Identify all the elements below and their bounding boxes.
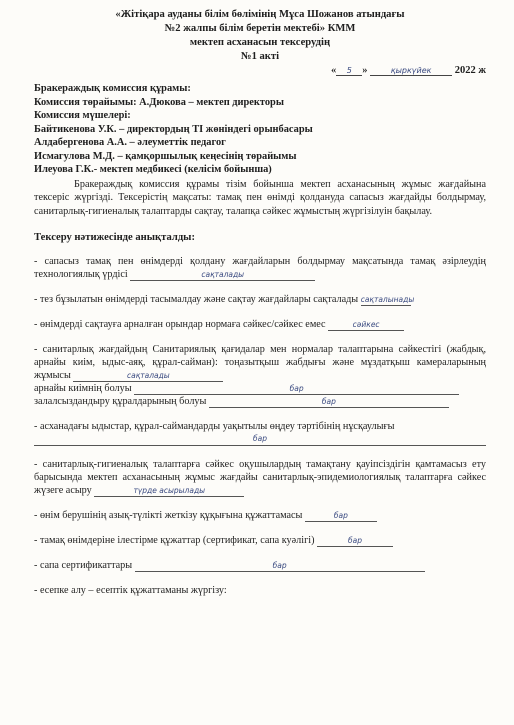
result-item-3 (34, 318, 486, 331)
result-item-5 (34, 420, 486, 446)
handwritten-answer: сақталады (73, 371, 223, 382)
result-item-text: - тез бұзылатын өнімдерді тасымалдау және сақтау жағдайлары сақталады (34, 294, 359, 305)
commission-members-title: Комиссия мүшелері: (34, 110, 131, 121)
commission-chair: Комиссия төрайымы: А.Дюкова – мектеп директоры (34, 96, 284, 108)
result-item-9 (34, 559, 486, 572)
result-item-6 (34, 458, 486, 497)
commission-member: Исмагулова М.Д. – қамқоршылық кеңесінің төрайымы (34, 150, 297, 162)
result-item-1 (34, 255, 486, 281)
handwritten-answer: сақталынады (360, 295, 415, 304)
result-item-4-sub-1 (34, 382, 486, 395)
result-item-text: - есепке алу – есептік құжаттаманы жүргізу: (34, 585, 227, 596)
handwritten-answer: бар (135, 561, 425, 572)
date-year: 2022 ж (454, 65, 486, 76)
results-title: Тексеру нәтижесінде анықталды: (34, 232, 195, 243)
date-open-quote: « (331, 65, 337, 76)
handwritten-answer: сәйкес (328, 320, 404, 331)
handwritten-answer: бар (34, 433, 486, 446)
result-item-text: - санитарлық жағдайдың Санитариялық қағидалар мен нормалар талаптарына сәйкестігі (жабдық, арнайы киім, ыдыс-аяқ, құрал-сайман): тоңазытқыш жабдығы және мұздатқыш камераларының жұмысы (34, 344, 486, 381)
result-item-text: - сапа сертификаттары (34, 560, 133, 571)
header-line-1: «Жітіқара ауданы білім бөлімінің Мұса Шожанов атындағы (115, 9, 405, 20)
result-item-7 (34, 509, 486, 522)
handwritten-answer: түрде асырылады (94, 486, 244, 497)
act-number: №1 акті (240, 51, 280, 62)
commission-block (34, 82, 486, 218)
result-item-text: - сапасыз тамақ пен өнімдерді қолдану жағдайларын болдырмау мақсатында тамақ әзірлеудің технологиялық үрдісі (34, 256, 486, 280)
commission-member: Алдабергенова А.А. – әлеуметтік педагог (34, 137, 226, 148)
result-item-text: - тамақ өнімдеріне ілестірме құжаттар (сертификат, сапа куәлігі) (34, 535, 315, 546)
date-day: 5 (336, 66, 362, 76)
result-item-10 (34, 584, 486, 597)
result-item-text: - санитарлық-гигиеналық талаптарға сәйкес оқушылардың тамақтану қауіпсіздігін қамтамасыз ету барысында мектеп асханасының жұмыс жағдайы санитарлық-эпидемиологиялық талаптарға сәйкес жүзеге асыру (34, 459, 486, 496)
result-item-text: - асханадағы ыдыстар, құрал-саймандарды уақытылы өңдеу тәртібінің нұсқаулығы (34, 421, 395, 432)
handwritten-answer: бар (134, 384, 459, 395)
inspection-paragraph: Бракераждық комиссия құрамы тізім бойынша мектеп асханасының жұмыс жағдайына тексеріс жүргізді. Тексерістің мақсаты: тамақ пен өнімді қолдануда сапасыз жағдайды болдырмау, санитарлық-гигиеналық талаптарды сақтау, талапқа сәйкес жұмыстың жүргізілуін бақылау. (34, 178, 486, 217)
act-date (34, 65, 486, 76)
result-item-4-sub-2 (34, 395, 486, 408)
header-line-3: мектеп асханасын тексерудің (189, 37, 331, 48)
handwritten-answer: бар (305, 511, 377, 522)
result-item-4 (34, 343, 486, 382)
commission-member: Илеуова Г.К.- мектеп медбикесі (келісім бойынша) (34, 164, 272, 175)
document-header (34, 8, 486, 64)
result-item-2 (34, 293, 486, 306)
commission-title: Бракераждық комиссия құрамы: (34, 83, 191, 94)
handwritten-answer: сақталады (130, 270, 315, 281)
result-item-text: залалсыздандыру құралдарының болуы (34, 396, 207, 407)
result-item-8 (34, 534, 486, 547)
handwritten-answer: бар (209, 397, 449, 408)
date-close-quote: » (362, 65, 368, 76)
header-line-2: №2 жалпы білім беретін мектебі» КММ (164, 23, 356, 34)
result-item-text: - өнім берушінің азық-түлікті жеткізу құқығына құжаттамасы (34, 510, 303, 521)
commission-member: Байтикенова У.К. – директордың ТІ жөніндегі орынбасары (34, 123, 313, 135)
result-item-text: арнайы киімнің болуы (34, 383, 132, 394)
result-item-text: - өнімдерді сақтауға арналған орындар нормаға сәйкес/сәйкес емес (34, 319, 326, 330)
date-month: қыркүйек (370, 66, 452, 76)
handwritten-answer: бар (317, 536, 393, 547)
